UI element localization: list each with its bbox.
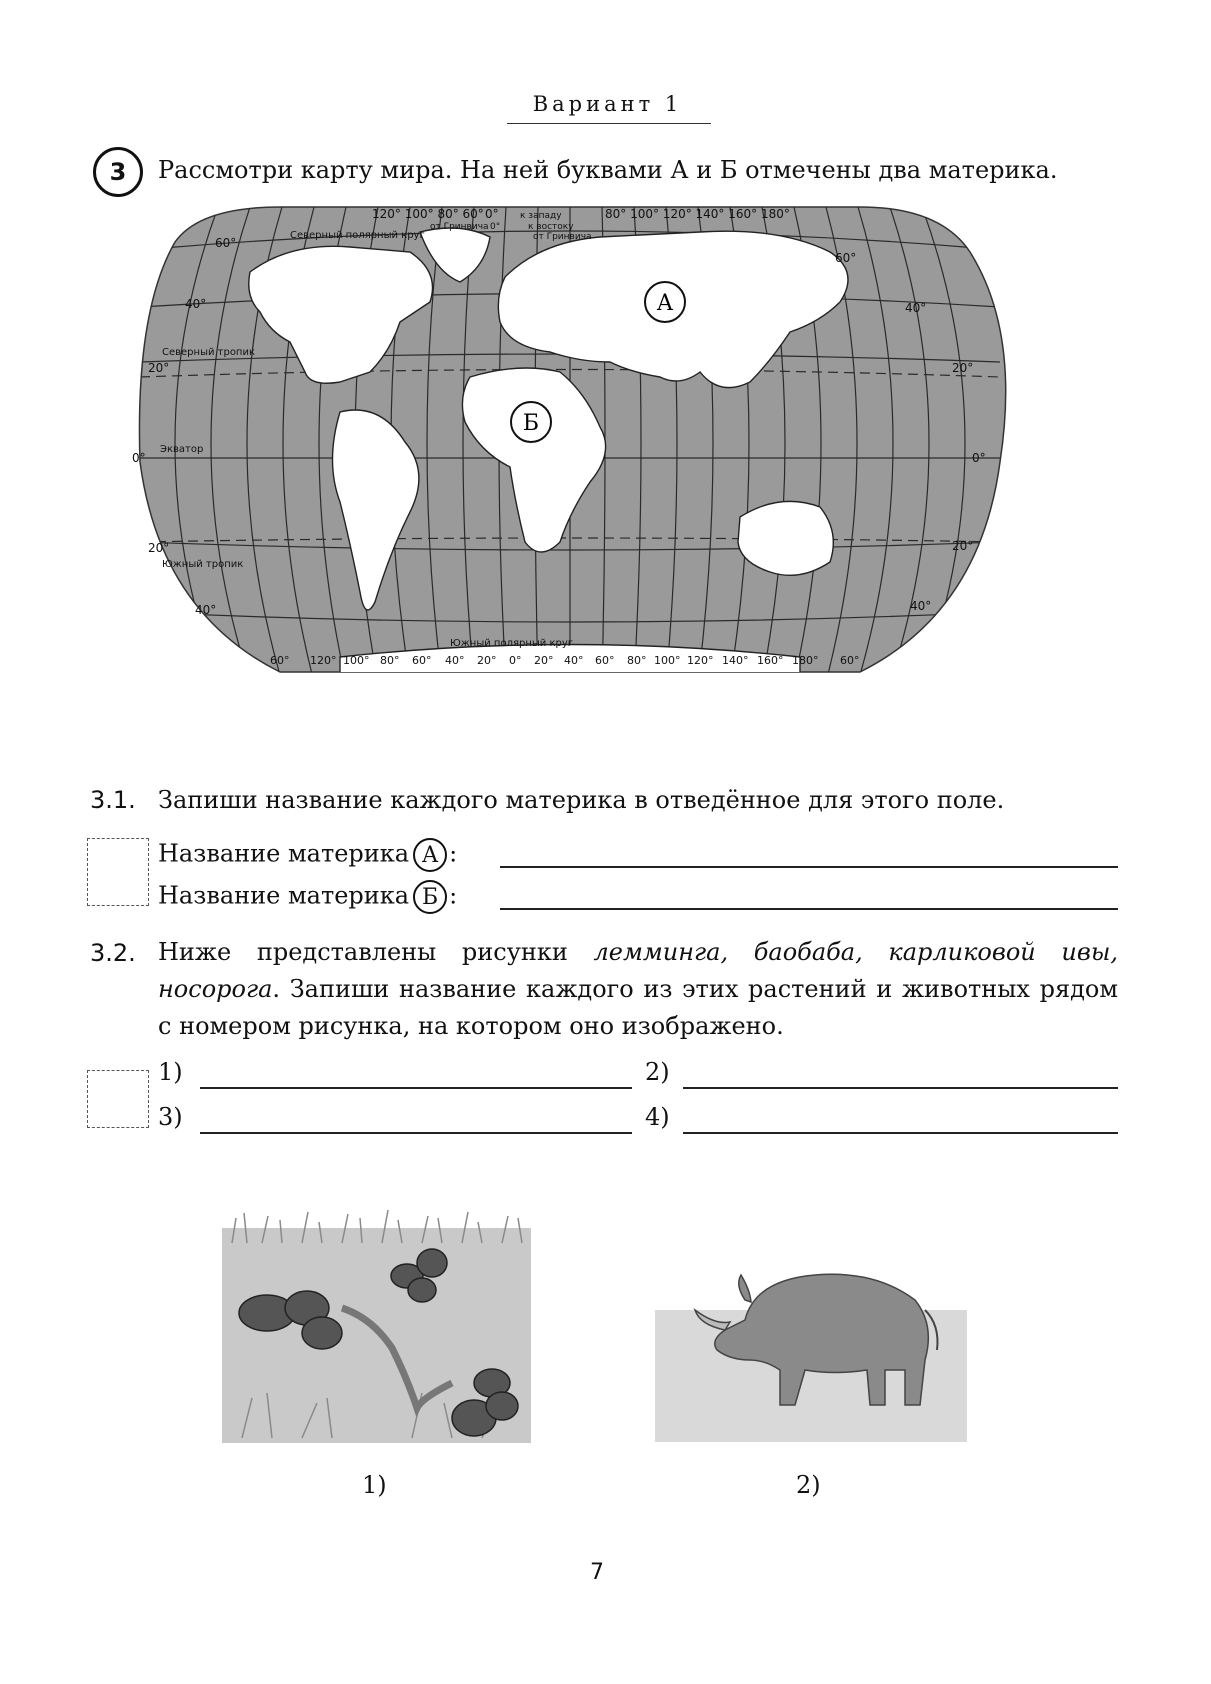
svg-text:60°: 60° [595,654,615,667]
slot-2-label: 2) [645,1058,670,1086]
east-label-1: к востоку [528,222,574,232]
header-rule [507,123,711,124]
colon-b: : [449,881,458,910]
west-label-1: к западу [520,211,562,221]
marker-b-label: Б [522,411,540,436]
south-polar-label: Южный полярный круг [450,638,573,649]
zero-deg-left: 0° [485,207,499,221]
svg-text:40°: 40° [564,654,584,667]
svg-text:120°: 120° [310,654,337,667]
top-ticks-left: 120° 100° 80° 60° [372,207,484,221]
q2-italic-list: лемминга, баобаба, карликовой ивы, носорога [158,938,1119,1003]
continent-b-answer-line[interactable] [500,908,1118,910]
figure-2-caption: 2) [796,1471,821,1499]
continent-a-answer-line[interactable] [500,866,1118,868]
figure-1-caption: 1) [362,1471,387,1499]
svg-text:40°: 40° [910,599,932,613]
slot-1-line[interactable] [200,1087,632,1089]
q2-number: 3.2. [90,939,136,967]
svg-text:60°: 60° [412,654,432,667]
continent-a-label: Название материка [158,839,410,868]
letter-a-badge: А [413,838,447,872]
q1-text: Запиши название каждого материка в отведённое для этого поле. [158,786,1005,814]
zero-deg-mid: 0° [490,222,501,232]
north-tropic-label: Северный тропик [162,347,256,358]
svg-text:40°: 40° [445,654,465,667]
answer-box-q2[interactable] [87,1070,149,1128]
north-polar-label: Северный полярный круг [290,230,425,241]
task-text: Рассмотри карту мира. На ней буквами А и Б отмечены два материка. [158,156,1058,184]
colon-a: : [449,839,458,868]
svg-text:40°: 40° [195,603,217,617]
svg-text:60°: 60° [270,654,290,667]
letter-b-badge: Б [413,880,447,914]
task-number-badge: 3 [93,147,143,197]
svg-text:160°: 160° [757,654,784,667]
slot-3-label: 3) [158,1103,183,1131]
page-number: 7 [590,1560,604,1585]
australia [738,501,833,575]
top-ticks-right: 80° 100° 120° 140° 160° 180° [605,207,790,221]
svg-text:100°: 100° [343,654,370,667]
svg-text:0°: 0° [972,451,986,465]
q2-text [158,934,1118,1045]
q2-rest: . Запиши название каждого из этих растений и животных рядом с номером рисунка, на котором оно изображено. [158,975,1118,1040]
svg-text:20°: 20° [148,361,170,375]
svg-text:60°: 60° [840,654,860,667]
answer-box-q1[interactable] [87,838,149,906]
slot-4-line[interactable] [683,1132,1118,1134]
marker-a [645,282,685,322]
marker-a-label: А [656,291,674,316]
q1-number: 3.1. [90,786,136,814]
svg-text:100°: 100° [654,654,681,667]
south-tropic-label: Южный тропик [162,559,244,570]
svg-text:180°: 180° [792,654,819,667]
page-header: Вариант 1 [532,92,683,116]
svg-text:20°: 20° [534,654,554,667]
svg-text:40°: 40° [185,297,207,311]
slot-2-line[interactable] [683,1087,1118,1089]
svg-text:0°: 0° [509,654,522,667]
svg-text:20°: 20° [952,361,974,375]
svg-text:60°: 60° [835,251,857,265]
continent-a-row [158,838,457,872]
svg-text:140°: 140° [722,654,749,667]
svg-text:20°: 20° [952,539,974,553]
west-label-2: от Гринвича [430,222,489,232]
slot-3-line[interactable] [200,1132,632,1134]
svg-text:60°: 60° [215,236,237,250]
bottom-ticks [270,654,860,667]
svg-text:40°: 40° [905,301,927,315]
svg-text:80°: 80° [627,654,647,667]
svg-text:20°: 20° [148,541,170,555]
figure-2-rhinoceros [655,1230,967,1442]
figure-1-dwarf-willow [222,1198,531,1443]
svg-text:0°: 0° [132,451,146,465]
slot-1-label: 1) [158,1058,183,1086]
continent-b-row [158,880,457,914]
world-map [132,207,1000,682]
equator-label: Экватор [160,444,204,455]
q2-intro: Ниже представлены рисунки [158,938,594,966]
svg-text:80°: 80° [380,654,400,667]
continent-b-label: Название материка [158,881,410,910]
svg-text:120°: 120° [687,654,714,667]
slot-4-label: 4) [645,1103,670,1131]
east-label-2: от Гринвича [533,232,592,242]
marker-b [511,402,551,442]
svg-text:20°: 20° [477,654,497,667]
